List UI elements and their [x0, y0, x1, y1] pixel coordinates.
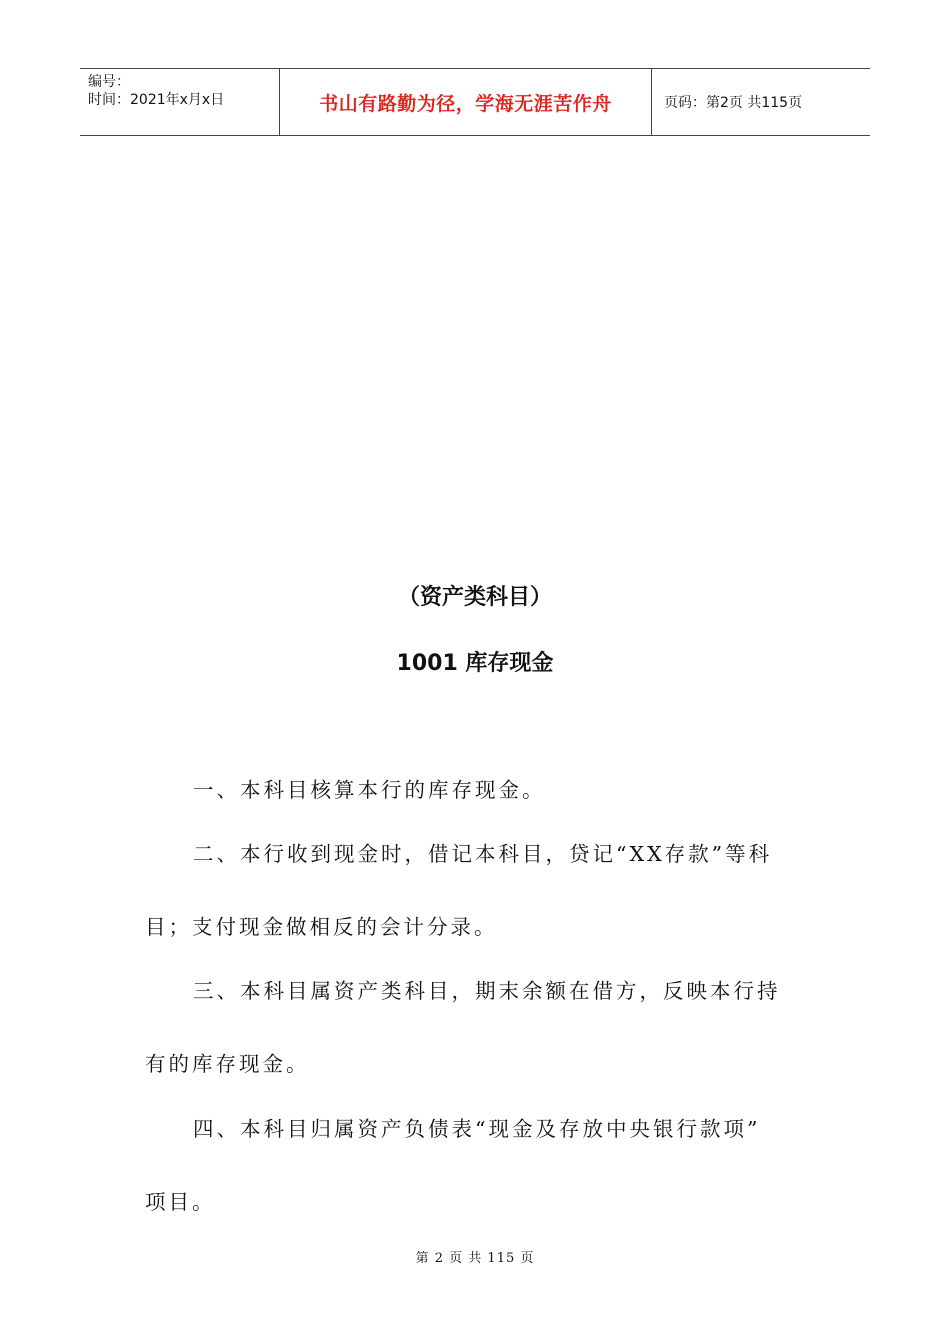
paragraph-3: 三、本科目属资产类科目，期末余额在借方，反映本行持: [193, 979, 781, 1003]
paragraph-2: 二、本行收到现金时，借记本科目，贷记“XX存款”等科: [193, 842, 773, 866]
page-footer: 第 2 页 共 115 页: [415, 1251, 535, 1266]
header-motto: 书山有路勤为径，学海无涯苦作舟: [280, 69, 652, 135]
document-number-label: 编号：: [88, 74, 130, 90]
account-title: 1001 库存现金: [396, 651, 554, 676]
header-page-info: 页码：第2页 共115页: [664, 95, 803, 111]
paragraph-3-cont: 有的库存现金。: [145, 1052, 310, 1076]
paragraph-4-cont: 项目。: [145, 1190, 216, 1214]
page-header: [80, 68, 870, 136]
section-title: （资产类科目）: [397, 585, 552, 610]
paragraph-4: 四、本科目归属资产负债表“现金及存放中央银行款项”: [193, 1117, 761, 1141]
header-meta: [80, 69, 280, 135]
paragraph-1: 一、本科目核算本行的库存现金。: [193, 778, 546, 802]
paragraph-2-cont: 目；支付现金做相反的会计分录。: [145, 915, 498, 939]
document-date: 时间：2021年x月x日: [88, 92, 225, 108]
